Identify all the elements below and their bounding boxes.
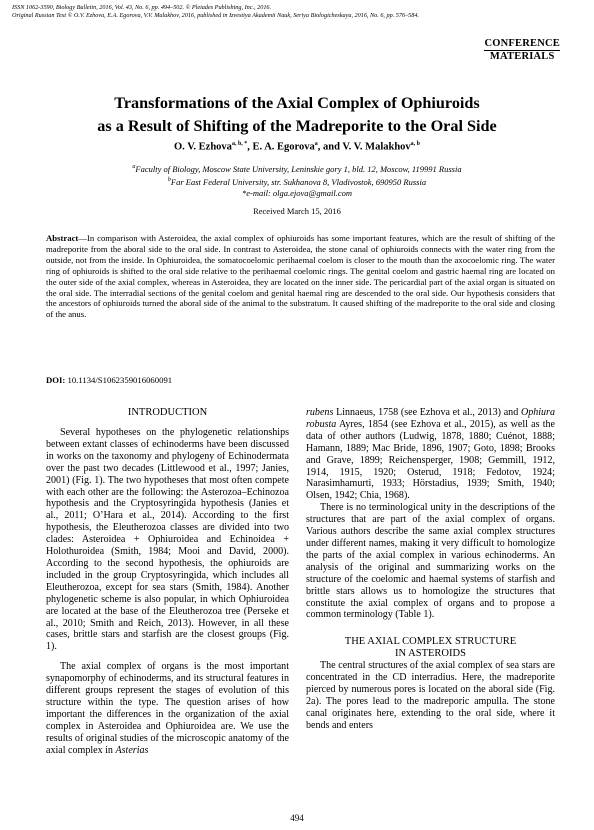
paragraph-text: Linnaeus, 1758 (see Ezhova et al., 2013) and [333,407,521,418]
author-1-affil: a, b, * [231,141,248,147]
species-name: Ophiura robusta [306,407,555,430]
author-2-affil: a [314,141,318,147]
author-3-affil: a, b [410,141,421,147]
section-label-line1: CONFERENCE [484,38,560,49]
affiliations [0,162,594,199]
species-name: rubens [306,407,334,418]
abstract-text: —In comparison with Asteroidea, the axial complex of ophiuroids has some important features, which are the result of shifting of the madreporite from the aboral side to the oral side. In contrast to Asteroidea, the stone canal of ophiuroids connects with the water ring from the outside, not from the inside. In Ophiuroidea, the somatocoelomic perihaemal coelom is closer to the mouth than the axocoelomic ring. The water ring of ophiuroids is shifted to the oral side relative to the perihaemal coelomic rings. The genital coelom and gastric haemal ring are located on the outer side of the axial complex, whereas in Asteroidea, they are located on the inner side. The pericardial part of the axial organ is situated on the oral side. The interradial sections of the genital coelom and genital haemal ring are descended to the oral side. Our hypothesis considers that the ancestors of ophiuroids turned the aboral side of the animal to the substratum. It caused shifting of the madreporite to the oral side and closing of the anus. [46,233,555,320]
paragraph: Several hypotheses on the phylogenetic relationships between extant classes of echinoderms have been discussed in works on the taxonomy and phylogeny of Echinodermata over the past two decades (Littlewood et al., 1997; Janies, 2001) (Fig. 1). The two hypotheses that most often compete with each other are the following: the Asterozoa–Echinozoa hypothesis and the Cryptosyringida hypothesis (Janies et al., 2011; O’Hara et al., 2014). According to the first hypothesis, the Eleutherozoa classes are divided into two clades: Asteroidea + Ophiuroidea and Echinoidea + Holothuroidea (Smith, 1984; Mooi and David, 2000). According to the second hypothesis, the ophiuroids are included in the group Cryptosyringida, which includes all Eleutherozoa, except for sea stars (Smith, 1984). Another phylogenetic scheme is also popular, in which Ophiuroidea are located at the base of the Eleutherozoa tree (Perseke et al., 2010; Smith and Reich, 2013). However, in all these cases, brittle stars and starfish are the closest groups (Fig. 1). [46,427,289,653]
asteroids-heading-line1: THE AXIAL COMPLEX STRUCTURE [344,636,517,648]
species-name: Asterias [115,744,149,756]
article-title-line2: as a Result of Shifting of the Madreporite to the Oral Side [97,117,497,135]
author-separator: , and [317,141,343,153]
affiliation-a-text: Faculty of Biology, Moscow State University, Leninskie gory 1, bld. 12, Moscow, 119991 Russia [135,163,462,174]
page-number: 494 [290,813,304,823]
journal-header-line2: Original Russian Text © O.V. Ezhova, E.A. Egorova, V.V. Malakhov, 2016, published in Izvestiya Akademii Nauk, Seriya Biologicheskaya, 2016, No. 6, pp. 576–584. [12,12,420,19]
article-title-line1: Transformations of the Axial Complex of Ophiuroids [114,94,480,112]
author-1: O. V. Ezhova [173,141,232,153]
introduction-heading: INTRODUCTION [127,407,208,418]
author-separator: , [247,141,253,153]
received-date: Received March 15, 2016 [253,206,341,216]
paragraph-text: The axial complex of organs is the most important synapomorphy of echinoderms, and its structural features in different groups represent the stages of evolution of this structure within the type. The question arises of how important the differences in the organization of the axial complex in Asteroidea and Ophiuroidea are. We use the results of original studies of the microscopic anatomy of the axial complex in [46,661,289,756]
section-label-line2: MATERIALS [489,51,555,62]
abstract [46,233,555,320]
doi-value[interactable]: 10.1134/S1062359016060091 [65,375,173,385]
affiliation-b [0,175,594,188]
contact-email[interactable]: *e-mail: olga.ejova@gmail.com [241,187,353,198]
affiliation-b-text: Far East Federal University, str. Sukhanova 8, Vladivostok, 690950 Russia [170,176,427,187]
right-column [306,407,555,732]
paragraph [46,661,289,756]
affiliation-a [0,162,594,175]
journal-header [12,4,419,20]
left-column [46,407,289,756]
paragraph-text: Ayres, 1854 (see Ezhova et al., 2015), as well as the data of other authors (Ludwig, 1878, 1880; Cuénot, 1888; Hamann, 1889; Mac Bride, 1896, 1907; Goto, 1898; Brooks and Grave, 1899; Reichensperger, 1908; Gemmill, 1912, 1914, 1915, 1920; Osterud, 1918; Fedotov, 1924; Narasimhamurti, 1933; Hörstadius, 1939; Smith, 1940; Olsen, 1942; Chia, 1968). [306,418,555,502]
doi-label: DOI: [46,375,66,385]
asteroids-heading [306,636,555,660]
author-list [0,141,594,153]
doi [46,375,172,385]
affiliation-b-mark: b [167,176,171,183]
abstract-label: Abstract [46,233,79,243]
journal-header-line1: ISSN 1062-3590, Biology Bulletin, 2016, Vol. 43, No. 6, pp. 494–502. © Pleiades Publishing, Inc., 2016. [12,4,272,11]
paragraph: The central structures of the axial complex of sea stars are concentrated in the CD interradius. Here, the madreporite pierced by numerous pores is located on the aboral side (Fig. 2a). The pores lead to the madreporic ampulla. The stone canal originates here, extending to the oral side, where it bends and enters [306,660,555,731]
author-2: E. A. Egorova [252,141,315,153]
section-label [484,38,560,62]
asteroids-heading-line2: IN ASTEROIDS [395,648,466,660]
article-title [0,92,594,138]
paragraph: There is no terminological unity in the descriptions of the structures that are part of the axial complex of organs. Various authors describe the same axial complex structures under different names, making it very difficult to homologize the parts of the axial complex in various echinoderms. An analysis of the original and summarizing works on the structure of the coelomic and haemal systems of starfish and brittle stars allows us to homologize the structures that constitute the axial complex of organs and to propose a common terminology (Table 1). [306,502,555,621]
author-3: V. V. Malakhov [342,141,411,153]
paragraph [306,407,555,502]
affiliation-a-mark: a [132,164,136,170]
